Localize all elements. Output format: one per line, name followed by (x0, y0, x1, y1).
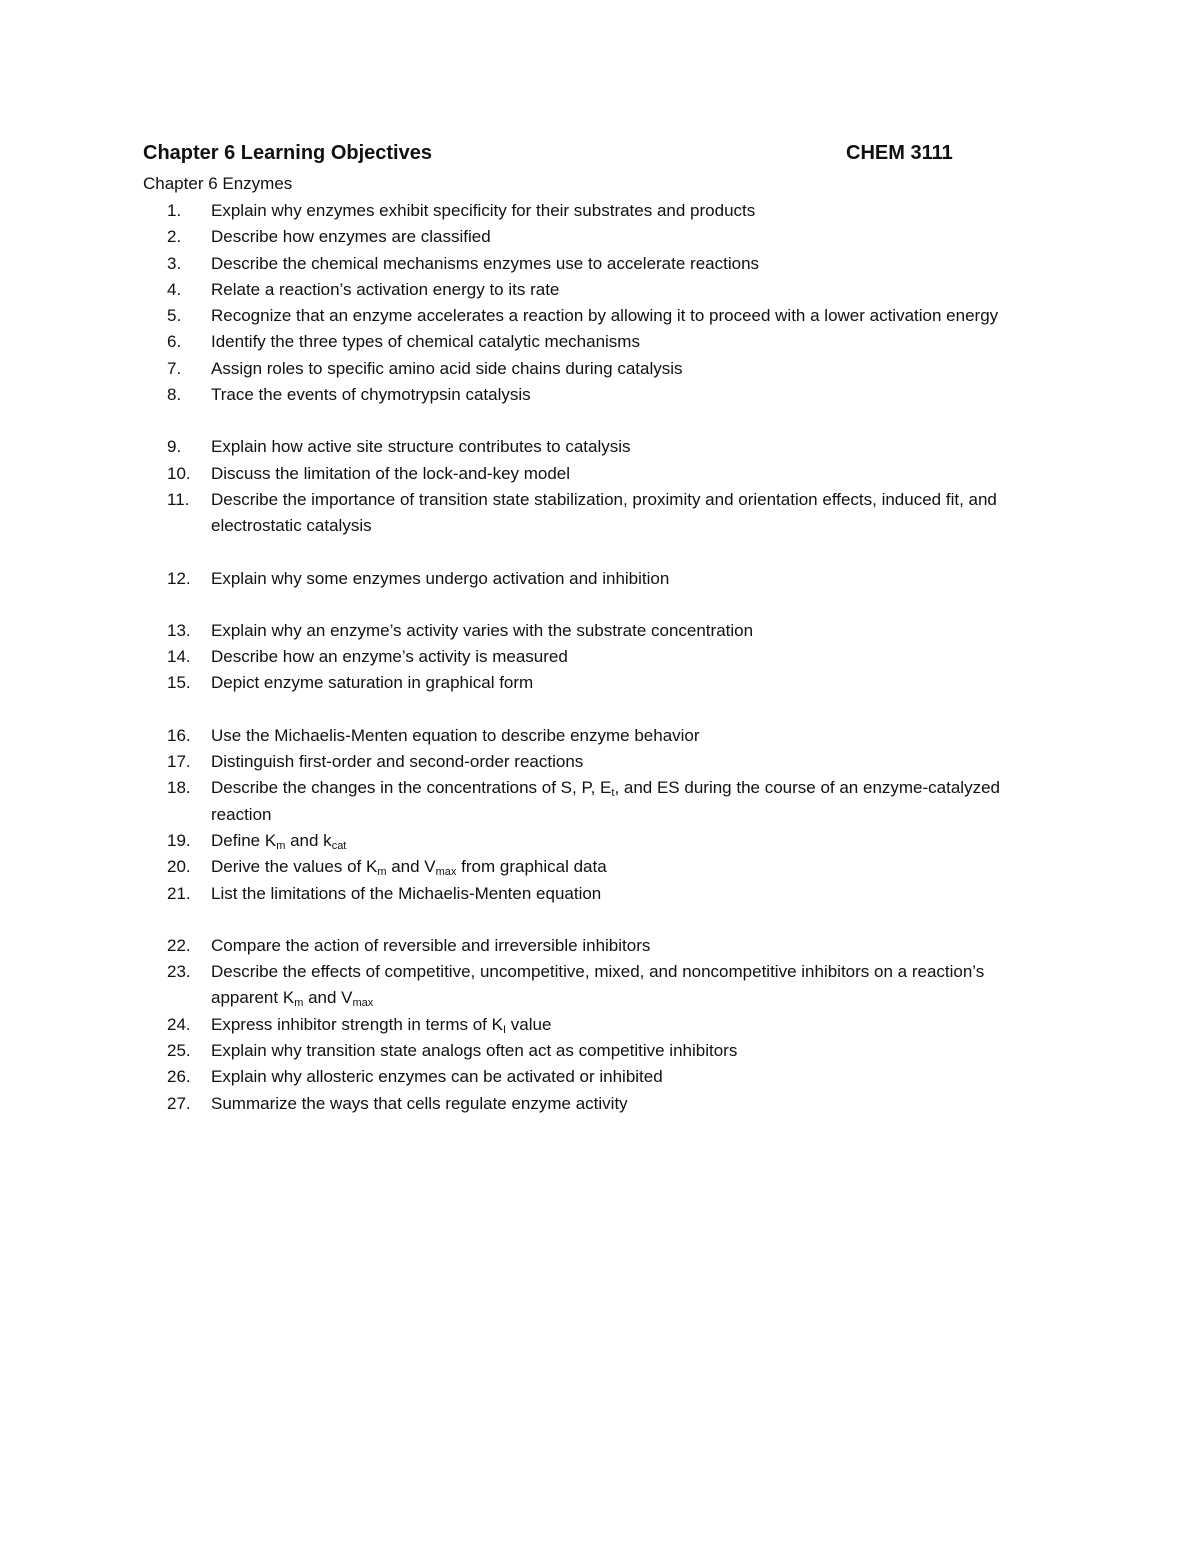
course-code: CHEM 3111 (846, 142, 953, 164)
objective-item-13 (143, 618, 1053, 644)
objective-number: 1. (167, 201, 182, 220)
objective-number: 12. (167, 568, 191, 588)
objective-text: Describe the chemical mechanisms enzymes use to accelerate reactions (211, 253, 760, 273)
subscript: I (502, 1023, 507, 1036)
objective-item-10 (143, 461, 1053, 487)
objective-item-15 (143, 670, 1053, 696)
objective-text (211, 959, 1053, 1012)
objective-text-part: Define K (211, 830, 277, 850)
objective-text: Explain why transition state analogs often act as competitive inhibitors (211, 1041, 738, 1061)
objective-text: Describe how an enzyme’s activity is measured (211, 647, 568, 667)
objective-number: 10. (167, 463, 191, 483)
objective-number: 14. (167, 647, 191, 667)
objective-item-27 (143, 1091, 1053, 1117)
objective-item-8 (143, 382, 1053, 408)
objective-item-11 (143, 487, 1053, 540)
objective-text: List the limitations of the Michaelis-Menten equation (211, 883, 602, 903)
objectives-list (143, 198, 1053, 1117)
subscript: t (611, 787, 615, 800)
objective-text: Compare the action of reversible and irreversible inhibitors (211, 935, 651, 955)
objective-item-17 (143, 749, 1053, 775)
objective-text (211, 828, 1053, 854)
objective-number: 26. (167, 1067, 191, 1087)
objective-number: 9. (167, 437, 182, 457)
subscript: m (276, 839, 286, 852)
objective-text: Explain why enzymes exhibit specificity for their substrates and products (211, 201, 756, 220)
objective-item-7 (143, 356, 1053, 382)
objective-text (211, 854, 1053, 880)
objective-text-part: value (506, 1014, 552, 1034)
objective-text: Explain why allosteric enzymes can be activated or inhibited (211, 1067, 663, 1087)
subscript: m (377, 866, 387, 879)
objective-number: 3. (167, 253, 182, 273)
objective-number: 7. (167, 358, 182, 378)
objective-text: Depict enzyme saturation in graphical form (211, 673, 534, 693)
objective-text-part: and k (285, 830, 332, 850)
objective-text: Relate a reaction’s activation energy to its rate (211, 279, 560, 299)
objective-item-25 (143, 1038, 1053, 1064)
objective-item-2 (143, 224, 1053, 250)
objective-number: 6. (167, 332, 182, 352)
objective-item-16 (143, 723, 1053, 749)
objective-text: Identify the three types of chemical catalytic mechanisms (211, 332, 640, 352)
objective-text: Distinguish first-order and second-order reactions (211, 752, 584, 772)
objective-text-part: Describe the effects of competitive, uncompetitive, mixed, and noncompetitive inhibitors on a reaction’s apparent K (211, 962, 985, 1008)
page-header (143, 142, 963, 172)
objective-item-9 (143, 434, 1053, 460)
subscript: cat (331, 839, 347, 852)
objective-text-part: and V (303, 988, 353, 1008)
objective-item-20 (143, 854, 1053, 880)
objective-item-24 (143, 1012, 1053, 1038)
objective-number: 13. (167, 620, 191, 640)
objective-item-19 (143, 828, 1053, 854)
objective-text: Explain why some enzymes undergo activation and inhibition (211, 568, 670, 588)
objective-text-part: from graphical data (456, 857, 607, 877)
objective-number: 4. (167, 279, 182, 299)
chapter-subtitle: Chapter 6 Enzymes (143, 174, 293, 193)
objective-text-part: Describe the changes in the concentrations of S, P, E (211, 778, 612, 798)
objective-item-23 (143, 959, 1053, 1012)
objective-number: 5. (167, 306, 182, 326)
objective-item-4 (143, 277, 1053, 303)
subscript: m (294, 997, 304, 1010)
objective-text: Recognize that an enzyme accelerates a reaction by allowing it to proceed with a lower activation energy (211, 306, 999, 326)
objective-item-5 (143, 303, 1053, 329)
objective-number: 16. (167, 725, 191, 745)
objective-number: 24. (167, 1014, 191, 1034)
subscript: max (435, 866, 457, 879)
objective-text-part: and V (386, 857, 436, 877)
objective-text: Explain how active site structure contributes to catalysis (211, 437, 631, 457)
objective-text (211, 775, 1053, 828)
objective-text (211, 1012, 1053, 1038)
objective-item-14 (143, 644, 1053, 670)
objective-text: Use the Michaelis-Menten equation to describe enzyme behavior (211, 725, 700, 745)
objective-text: Assign roles to specific amino acid side chains during catalysis (211, 358, 683, 378)
objective-item-3 (143, 251, 1053, 277)
objective-item-1 (143, 198, 1053, 224)
objective-number: 23. (167, 962, 191, 982)
objective-text: Discuss the limitation of the lock-and-key model (211, 463, 571, 483)
objective-number: 22. (167, 935, 191, 955)
objective-number: 21. (167, 883, 191, 903)
objective-item-6 (143, 329, 1053, 355)
objective-text: Describe how enzymes are classified (211, 227, 491, 247)
objective-text: Summarize the ways that cells regulate enzyme activity (211, 1093, 628, 1113)
objective-number: 15. (167, 673, 191, 693)
objective-item-21 (143, 881, 1053, 907)
objective-text-part: Derive the values of K (211, 857, 378, 877)
objective-text: Explain why an enzyme’s activity varies with the substrate concentration (211, 620, 754, 640)
objective-item-22 (143, 933, 1053, 959)
objective-number: 25. (167, 1041, 191, 1061)
objective-item-26 (143, 1064, 1053, 1090)
objective-number: 2. (167, 227, 182, 247)
objective-number: 27. (167, 1093, 191, 1113)
objective-text: Trace the events of chymotrypsin catalysis (211, 385, 531, 405)
objective-number: 11. (167, 489, 190, 509)
objective-item-18 (143, 775, 1053, 828)
subscript: max (352, 997, 374, 1010)
objective-item-12 (143, 566, 1053, 592)
objective-number: 8. (167, 385, 182, 405)
objective-number: 17. (167, 752, 191, 772)
objective-text-part: , and ES during the course of an enzyme-catalyzed reaction (211, 778, 1000, 824)
objective-text-part: Express inhibitor strength in terms of K (211, 1014, 503, 1034)
objective-number: 18. (167, 778, 191, 798)
objective-text: Describe the importance of transition state stabilization, proximity and orientation effects, induced fit, and electrostatic catalysis (211, 489, 997, 536)
page-title: Chapter 6 Learning Objectives (143, 142, 432, 164)
objective-number: 19. (167, 830, 191, 850)
objective-number: 20. (167, 857, 191, 877)
